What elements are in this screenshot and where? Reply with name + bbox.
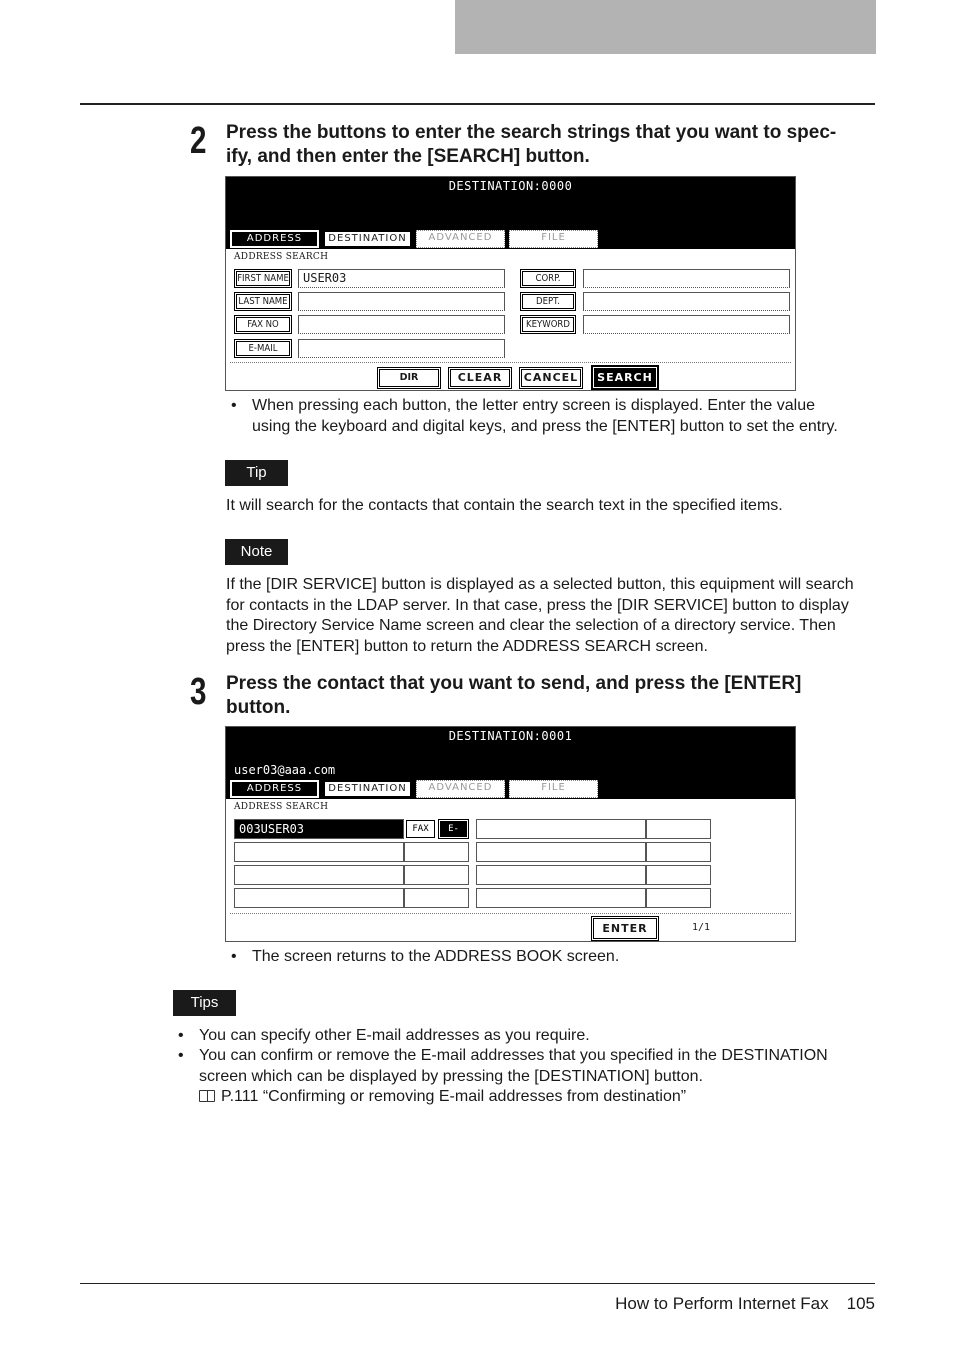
page-footer: [597, 1294, 875, 1314]
keyword-field[interactable]: [583, 315, 790, 334]
address-search-results-screen: [225, 726, 796, 942]
contact-entry[interactable]: [476, 819, 646, 839]
keyword-button[interactable]: KEYWORD: [520, 315, 576, 334]
fax-toggle[interactable]: FAX: [406, 820, 435, 838]
bottom-rule: [80, 1283, 875, 1284]
note-label: Note: [225, 539, 288, 565]
contact-entry-type[interactable]: [404, 842, 469, 862]
step-number: 2: [190, 120, 207, 162]
contact-entry-type[interactable]: [646, 819, 711, 839]
contact-entry-type[interactable]: [404, 888, 469, 908]
email-field[interactable]: [298, 339, 505, 358]
first-name-field[interactable]: USER03: [298, 269, 505, 288]
tab-destination[interactable]: DESTINATION: [323, 780, 412, 798]
cross-reference-text[interactable]: P.111 “Confirming or removing E-mail addresses from destination”: [221, 1088, 687, 1105]
last-name-button[interactable]: LAST NAME: [234, 292, 292, 311]
selected-email: user03@aaa.com: [234, 763, 336, 777]
dept-field[interactable]: [583, 292, 790, 311]
tips-item: [173, 1046, 873, 1108]
tab-advanced[interactable]: ADVANCED: [416, 230, 505, 248]
section-title: ADDRESS SEARCH: [234, 802, 329, 812]
contact-entry[interactable]: [476, 888, 646, 908]
dept-button[interactable]: DEPT.: [520, 292, 576, 311]
book-icon: [199, 1090, 215, 1102]
corp-button[interactable]: CORP.: [520, 269, 576, 288]
step-text-line: Press the buttons to enter the search strings that you want to spec-: [226, 122, 837, 143]
header-bar: [455, 0, 876, 54]
contact-entry-type[interactable]: [404, 865, 469, 885]
destination-count: DESTINATION:0000: [448, 179, 573, 193]
step-text-line: button.: [226, 697, 291, 718]
contact-entry-type[interactable]: [646, 865, 711, 885]
top-rule: [80, 103, 875, 105]
tab-file[interactable]: FILE: [509, 780, 598, 798]
bullet-text-line: When pressing each button, the letter entry screen is displayed. Enter the value: [252, 397, 815, 414]
cross-reference[interactable]: [199, 1087, 873, 1108]
footer-title: How to Perform Internet Fax: [615, 1294, 829, 1313]
dir-service-button[interactable]: DIR: [377, 367, 441, 389]
contact-entry-type[interactable]: [646, 888, 711, 908]
tip-label: Tip: [225, 460, 288, 486]
tip-text: It will search for the contacts that contain the search text in the specified items.: [226, 497, 783, 514]
page-number: 105: [846, 1294, 875, 1313]
bullet-item: [226, 947, 886, 968]
first-name-button[interactable]: FIRST NAME: [234, 269, 292, 288]
tips-item: [173, 1026, 873, 1047]
note-line: for contacts in the LDAP server. In that case, press the [DIR SERVICE] button to display: [226, 596, 849, 614]
email-button[interactable]: E-MAIL: [234, 339, 292, 358]
fax-no-button[interactable]: FAX NO: [234, 315, 292, 334]
enter-button[interactable]: ENTER: [591, 916, 659, 941]
bullet-text-line: using the keyboard and digital keys, and press the [ENTER] button to set the entry.: [252, 417, 838, 435]
divider: [230, 913, 791, 914]
address-search-screen: [225, 176, 796, 391]
contact-entry[interactable]: [234, 842, 404, 862]
tips-item-text: You can specify other E-mail addresses as you require.: [199, 1027, 590, 1044]
contact-entry-type[interactable]: [646, 842, 711, 862]
bullet-dot: •: [231, 397, 237, 414]
tab-bar: [230, 780, 598, 798]
divider: [230, 362, 791, 363]
note-line: the Directory Service Name screen and clear the selection of a directory service. Then: [226, 617, 836, 634]
last-name-field[interactable]: [298, 292, 505, 311]
step-text-line: ify, and then enter the [SEARCH] button.: [226, 146, 590, 167]
tab-advanced[interactable]: ADVANCED: [416, 780, 505, 798]
clear-button[interactable]: CLEAR: [448, 367, 512, 389]
contact-entry[interactable]: [476, 865, 646, 885]
search-button[interactable]: SEARCH: [591, 365, 659, 390]
contact-entry[interactable]: [234, 888, 404, 908]
step-number: 3: [190, 671, 207, 713]
note-line: If the [DIR SERVICE] button is displayed as a selected button, this equipment will search: [226, 576, 854, 593]
contact-entry-selected[interactable]: 003USER03: [234, 819, 404, 839]
tips-item-text: You can confirm or remove the E-mail addresses that you specified in the DESTINATION: [199, 1047, 828, 1064]
bullet-dot: •: [231, 948, 237, 965]
section-title: ADDRESS SEARCH: [234, 252, 329, 262]
tips-item-text: screen which can be displayed by pressing the [DESTINATION] button.: [199, 1067, 703, 1085]
tab-bar: [230, 230, 598, 248]
contact-entry[interactable]: [234, 865, 404, 885]
step-instruction: [226, 672, 881, 720]
cancel-button[interactable]: CANCEL: [519, 367, 583, 389]
bullet-text-line: The screen returns to the ADDRESS BOOK screen.: [252, 948, 620, 965]
note-line: press the [ENTER] button to return the ADDRESS SEARCH screen.: [226, 637, 708, 655]
tips-label: Tips: [173, 990, 236, 1016]
page-indicator: 1/1: [692, 922, 711, 933]
tab-file[interactable]: FILE: [509, 230, 598, 248]
note-text: [226, 575, 886, 657]
bullet-dot: •: [178, 1047, 184, 1064]
tab-address[interactable]: ADDRESS: [230, 230, 319, 248]
step-instruction: [226, 121, 881, 169]
contact-entry[interactable]: [476, 842, 646, 862]
destination-count: DESTINATION:0001: [448, 729, 573, 743]
bullet-item: [226, 396, 886, 437]
bullet-dot: •: [178, 1027, 184, 1044]
tab-address[interactable]: ADDRESS: [230, 780, 319, 798]
fax-no-field[interactable]: [298, 315, 505, 334]
step-text-line: Press the contact that you want to send, and press the [ENTER]: [226, 673, 802, 694]
corp-field[interactable]: [583, 269, 790, 288]
email-toggle[interactable]: E-MAIL: [439, 820, 468, 838]
tab-destination[interactable]: DESTINATION: [323, 230, 412, 248]
